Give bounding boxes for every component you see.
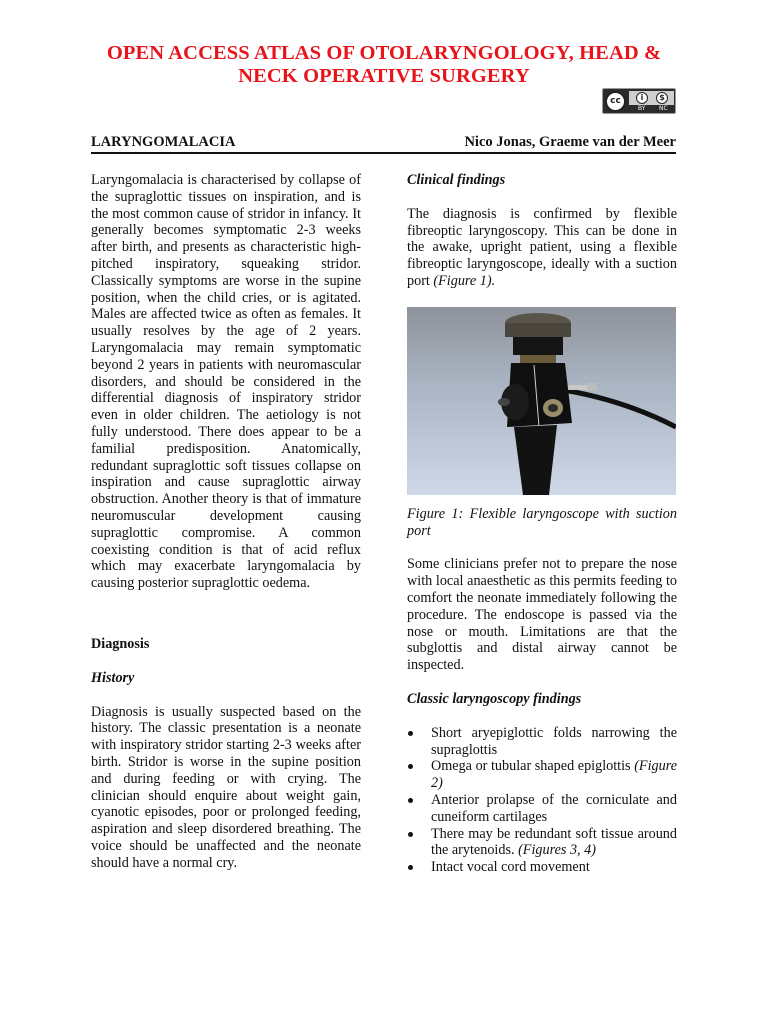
list-item-text: Omega or tubular shaped epiglottis bbox=[431, 758, 635, 775]
attribution-person-icon: i bbox=[636, 92, 648, 104]
atlas-title-line-2: NECK OPERATIVE SURGERY bbox=[238, 65, 530, 87]
figure-1-reference[interactable]: (Figure 1). bbox=[433, 272, 496, 289]
figure-1-caption: Figure 1: Flexible laryngoscope with suction port bbox=[407, 505, 677, 539]
clinical-findings-paragraph bbox=[407, 206, 677, 290]
cc-icon: cc bbox=[605, 91, 626, 112]
left-column bbox=[91, 172, 361, 871]
intro-paragraph: Laryngomalacia is characterised by collapse of the supraglottic tissues on inspiration, and is the most common cause of stridor in infancy. It generally becomes symptomatic 2-3 weeks after birth, and presents as characteristic high-pitched inspiratory, squeaking stridor. Classically symptoms are worse in the supine position, when the child cries, or is agitated. Males are affected twice as often as females. It usually resolves by the age of 2 years. Laryngomalacia may remain symptomatic beyond 2 years in patients with neuromascular disorders, and should be considered in the differential diagnosis of inspiratory stridor even in older children. The aetiology is not fully understood. There does appear to be a familial predisposition. Anatomically, redundant supraglottic soft tissues collapse on inspiration and cause supraglottic airway obstruction. Another theory is that of immature neuromuscular development causing supraglottic compromise. A common coexisting condition is that of acid reflux which may exacerbate laryngomalacia by causing posterior supraglottic oedema. bbox=[91, 172, 361, 592]
subsection-heading-history: History bbox=[91, 669, 135, 686]
list-item bbox=[407, 826, 677, 860]
classic-findings-heading: Classic laryngoscopy findings bbox=[407, 690, 582, 707]
nc-label: NC bbox=[659, 105, 668, 112]
atlas-title bbox=[60, 42, 708, 88]
list-item-text: Anterior prolapse of the corniculate and cuneiform cartilages bbox=[431, 791, 677, 825]
chapter-header-rule bbox=[91, 134, 676, 154]
section-heading-diagnosis: Diagnosis bbox=[91, 635, 150, 652]
clinical-findings-text: The diagnosis is confirmed by flexible fibreoptic laryngoscopy. This can be done in the awake, upright patient, using a flexible fibreoptic laryngoscope, ideally with a suction port bbox=[407, 205, 677, 289]
list-item bbox=[407, 758, 677, 792]
chapter-title: LARYNGOMALACIA bbox=[91, 134, 236, 150]
list-item bbox=[407, 725, 677, 759]
history-paragraph: Diagnosis is usually suspected based on the history. The classic presentation is a neonate with inspiratory stridor starting 2-3 weeks after birth. Stridor is worse in the supine position and during feeding or with crying. The clinician should enquire about weight gain, cyanotic episodes, poor or prolonged feeding, aspiration and sleep disordered breathing. The voice should be unaffected and the neonate should have a normal cry. bbox=[91, 703, 361, 871]
figures-3-4-reference[interactable]: (Figures 3, 4) bbox=[518, 842, 596, 859]
laryngoscope-image bbox=[407, 307, 676, 495]
non-commercial-dollar-icon: $ bbox=[656, 92, 668, 104]
authors: Nico Jonas, Graeme van der Meer bbox=[464, 134, 676, 150]
preparation-paragraph: Some clinicians prefer not to prepare the nose with local anaesthetic as this permits feeding to comfort the neonate immediately following the procedure. The endoscope is passed via the nose or mouth. Limitations are that the subglottis and distal airway cannot be inspected. bbox=[407, 556, 677, 674]
by-label: BY bbox=[638, 105, 646, 112]
findings-list bbox=[407, 725, 677, 876]
list-item-text: Short aryepiglottic folds narrowing the supraglottis bbox=[431, 724, 677, 758]
right-column bbox=[407, 172, 677, 876]
figure-2-reference[interactable]: (Figure 2) bbox=[431, 758, 677, 792]
list-item bbox=[407, 792, 677, 826]
clinical-findings-heading: Clinical findings bbox=[407, 172, 506, 188]
list-item-text: Intact vocal cord movement bbox=[431, 859, 590, 876]
creative-commons-by-nc-icon[interactable] bbox=[602, 88, 676, 114]
list-item bbox=[407, 859, 677, 876]
atlas-title-line-1: OPEN ACCESS ATLAS OF OTOLARYNGOLOGY, HEAD & bbox=[106, 42, 662, 64]
laryngoscope-figure bbox=[407, 307, 676, 495]
list-item-text: There may be redundant soft tissue around the arytenoids. bbox=[431, 825, 677, 859]
